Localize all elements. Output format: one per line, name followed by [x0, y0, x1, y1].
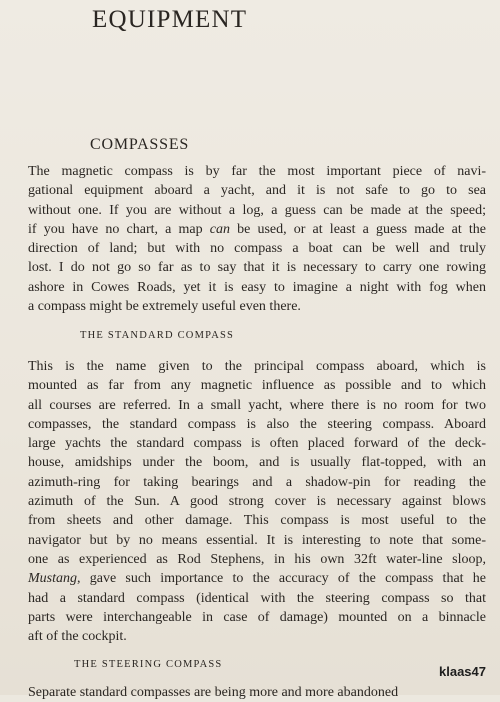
text-line: if you have no chart, a map can be used, or at least a guess made at the: [28, 221, 486, 237]
text-line: large yachts the standard compass is often placed forward of the deck-: [28, 436, 486, 452]
chapter-title: EQUIPMENT: [92, 6, 248, 33]
text-line: all courses are referred. In a small yacht, where there is no room for two: [28, 397, 486, 413]
text-line: mounted as far from any magnetic influence as possible and to which: [28, 378, 486, 394]
text-line: azimuth of the Sun. A good strong cover is necessary against blows: [28, 494, 486, 510]
subheading-steering-compass: THE STEERING COMPASS: [74, 659, 223, 670]
text-line: gational equipment aboard a yacht, and it is not safe to go to sea: [28, 183, 486, 199]
text-line: without one. If you are without a log, a guess can be made at the speed;: [28, 202, 486, 218]
text-line: compasses, the standard compass is also the steering compass. Aboard: [28, 416, 486, 432]
text-line: lost. I do not go so far as to say that it is necessary to carry one rowing: [28, 260, 486, 276]
text-line: direction of land; but with no compass a boat can be well and truly: [28, 241, 486, 257]
text-line: from sheets and other damage. This compass is most useful to the: [28, 513, 486, 529]
text-line: ashore in Cowes Roads, yet it is easy to imagine a night with fog when: [28, 279, 486, 295]
paragraph-standard-compass: [28, 357, 486, 646]
text-line: Mustang, gave such importance to the accuracy of the compass that he: [28, 571, 486, 587]
text-line: had a standard compass (identical with the steering compass so that: [28, 590, 486, 606]
watermark: klaas47: [439, 664, 486, 679]
section-heading-compasses: COMPASSES: [90, 136, 190, 153]
text-line: Separate standard compasses are being more and more abandoned: [28, 685, 399, 700]
emphasis: Mustang: [28, 571, 77, 587]
text-line: parts were interchangeable in case of damage) mounted on a binnacle: [28, 609, 486, 625]
emphasis: can: [209, 221, 230, 237]
text-line: one as experienced as Rod Stephens, in his own 32ft water-line sloop,: [28, 551, 486, 567]
subheading-standard-compass: THE STANDARD COMPASS: [80, 330, 235, 341]
text-line: aft of the cockpit.: [28, 629, 127, 645]
text-line: This is the name given to the principal compass aboard, which is: [28, 359, 486, 374]
text-line: house, amidships under the boom, and is usually flat-topped, with an: [28, 455, 486, 471]
paragraph-steering-compass-partial: [28, 683, 486, 702]
text-line: a compass might be extremely useful even there.: [28, 299, 301, 315]
text-line: navigator but by no means essential. It is interesting to note that some-: [28, 532, 486, 548]
paragraph-compasses: [28, 162, 486, 316]
text-line: The magnetic compass is by far the most important piece of navi-: [28, 164, 486, 179]
text-line: azimuth-ring for taking bearings and a shadow-pin for reading the: [28, 474, 486, 490]
